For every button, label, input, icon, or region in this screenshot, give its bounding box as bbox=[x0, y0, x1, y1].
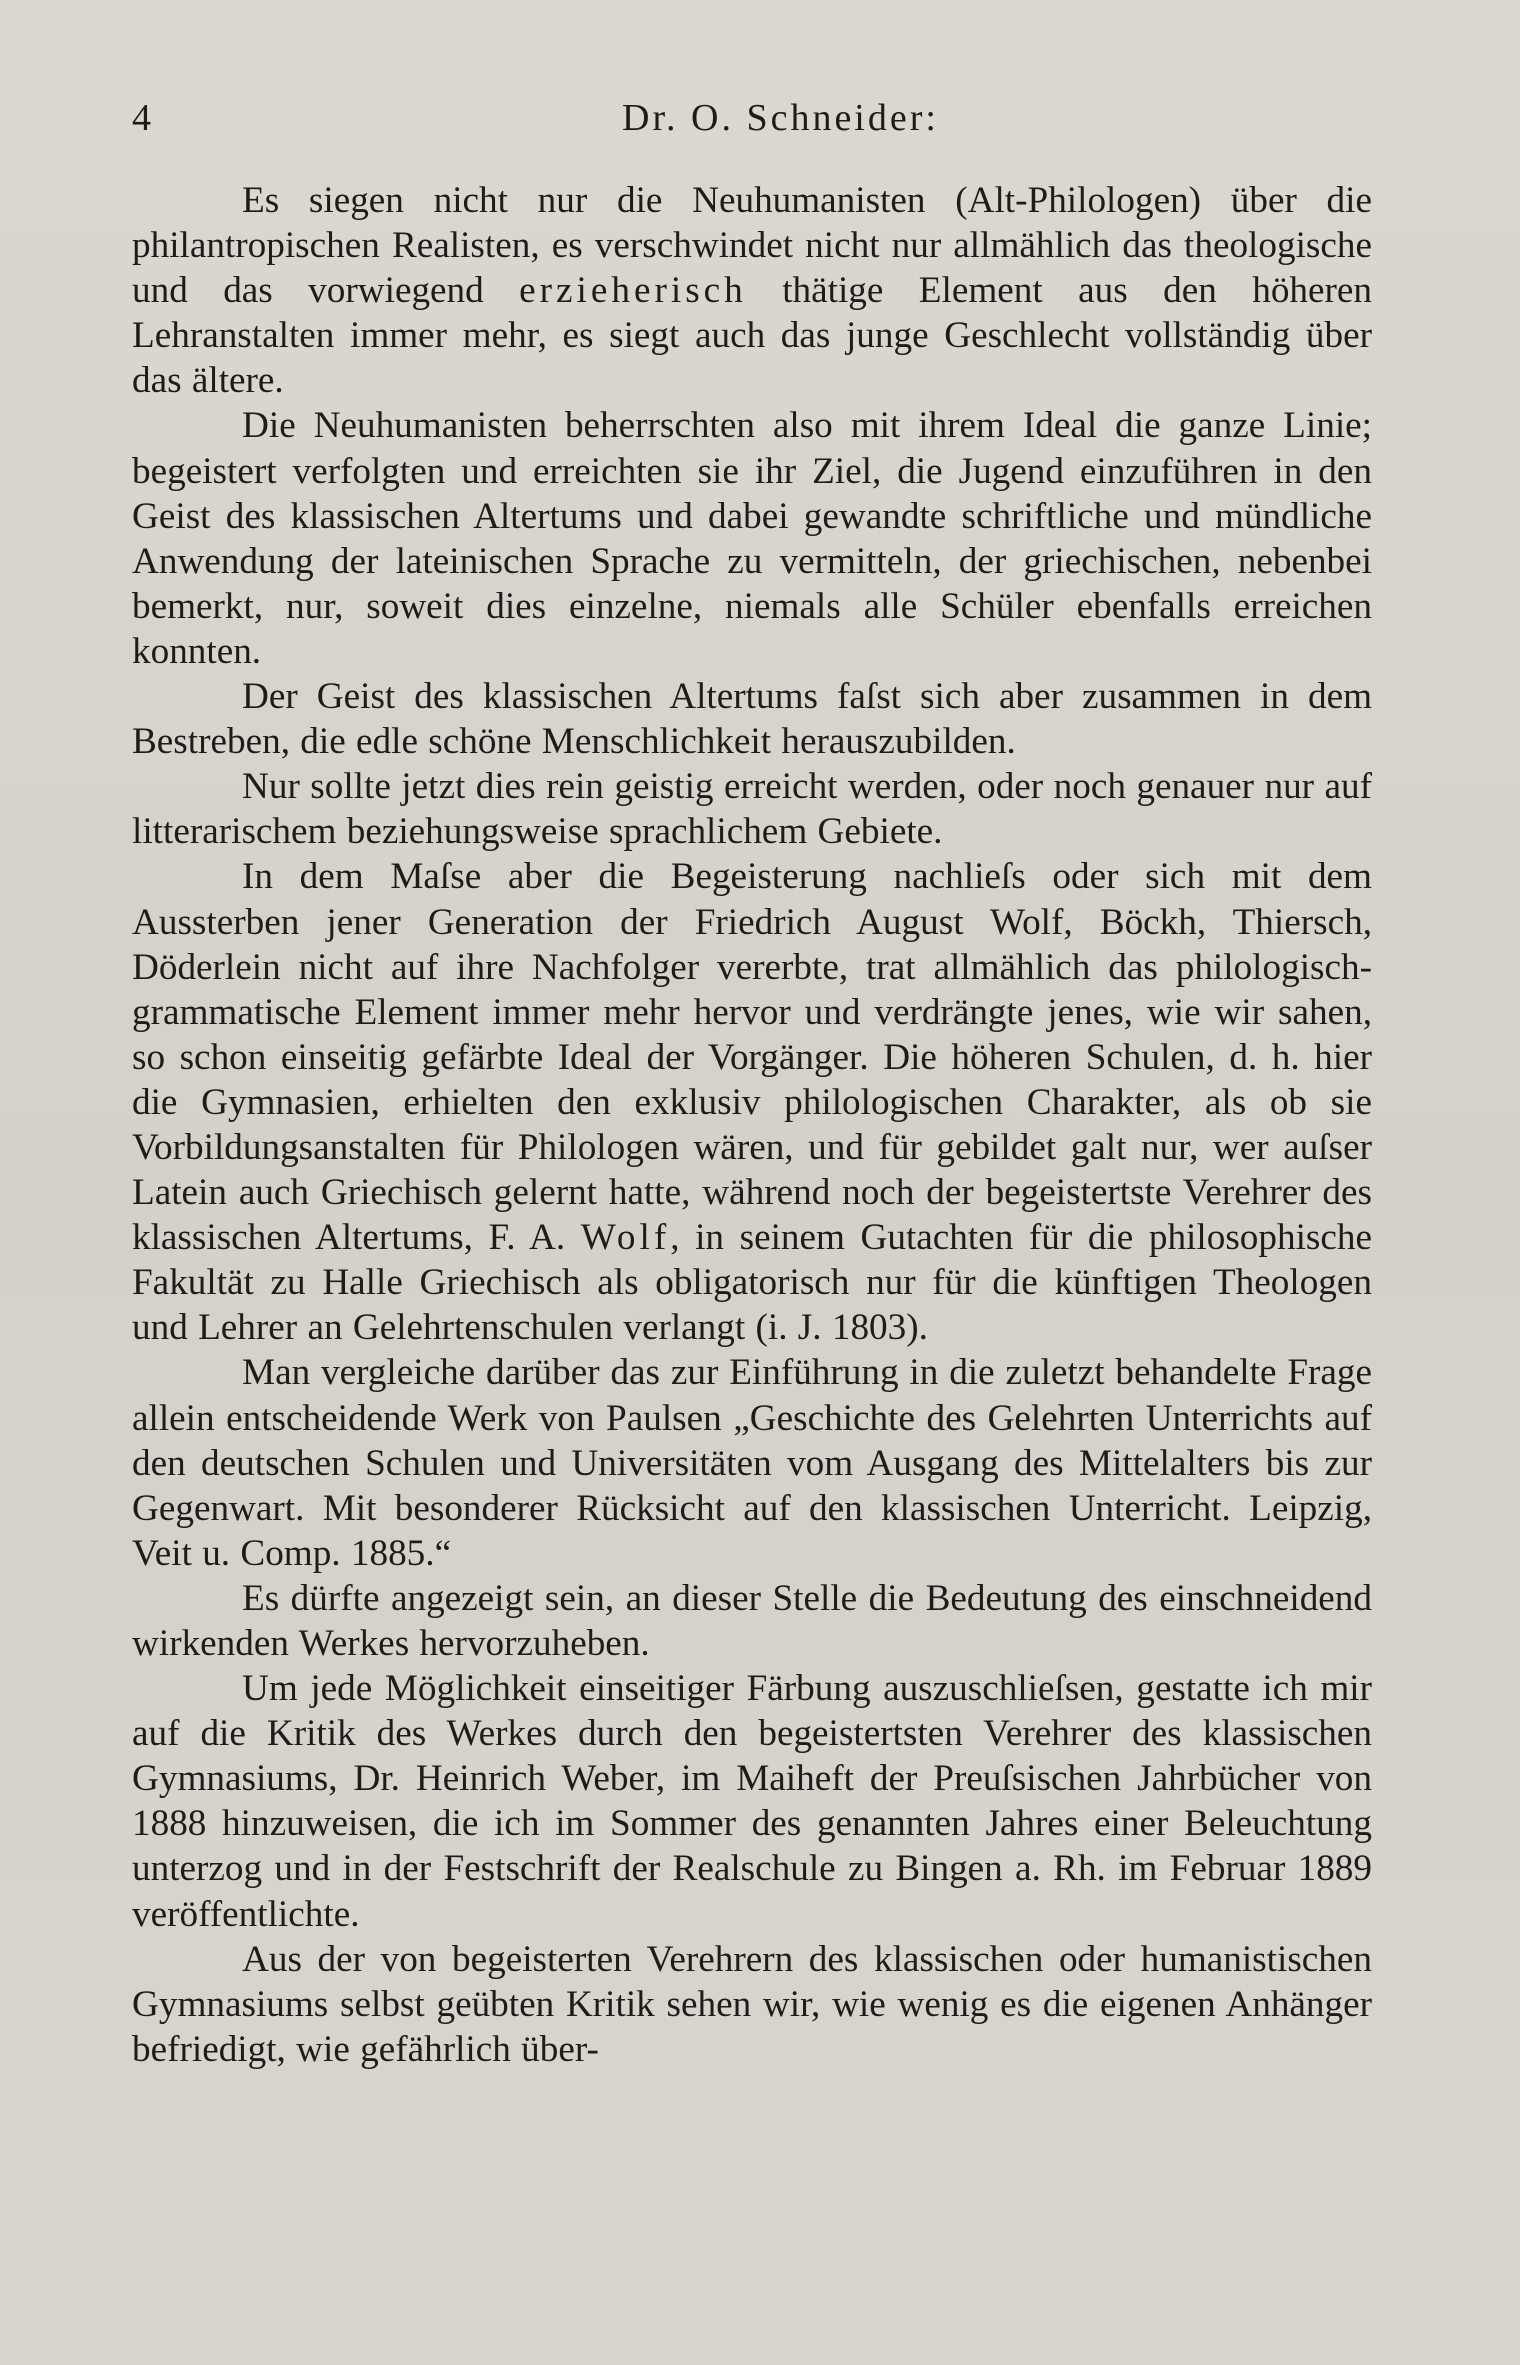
paragraph-1: Es siegen nicht nur die Neuhumanisten (Alt-Philologen) über die philantropischen Realisten, es verschwindet nicht nur allmählich das theologische und das vorwiegend erzieherisch thätige Element aus den höheren Lehranstalten immer mehr, es siegt auch das junge Geschlecht vollständig über das ältere. bbox=[132, 180, 1372, 402]
emphasis-erzieherisch: erzieherisch bbox=[519, 270, 747, 312]
body-text bbox=[132, 178, 1372, 2072]
paragraph-6: Man vergleiche darüber das zur Einführung in die zuletzt behandelte Frage allein entscheidende Werk von Paulsen „Geschichte des Gelehrten Unterrichts auf den deutschen Schulen und Universitäten vom Ausgang des Mittelalters bis zur Gegenwart. Mit besonderer Rücksicht auf den klassischen Unterricht. Leipzig, Veit u. Comp. 1885.“ bbox=[132, 1352, 1372, 1574]
paragraph-7: Es dürfte angezeigt sein, an dieser Stelle die Bedeutung des einschneidend wirkenden Werkes hervorzuheben. bbox=[132, 1577, 1372, 1664]
paragraph-8: Um jede Möglichkeit einseitiger Färbung auszuschlieſsen, gestatte ich mir auf die Kritik des Werkes durch den begeistertsten Verehrer des klassischen Gymnasiums, Dr. Heinrich Weber, im Maiheft der Preuſsischen Jahrbücher von 1888 hinzuweisen, die ich im Sommer des genannten Jahres einer Beleuchtung unterzog und in der Festschrift der Realschule zu Bingen a. Rh. im Februar 1889 veröffentlichte. bbox=[132, 1668, 1372, 1935]
page-header bbox=[132, 96, 1372, 146]
emphasis-wolf: Wolf bbox=[580, 1217, 671, 1259]
paragraph-5: In dem Maſse aber die Begeisterung nachlieſs oder sich mit dem Aussterben jener Generation der Friedrich August Wolf, Böckh, Thiersch, Döderlein nicht auf ihre Nachfolger vererbte, trat allmählich das philologisch-grammatische Element immer mehr hervor und verdrängte jenes, wie wir sahen, so schon einseitig gefärbte Ideal der Vorgänger. Die höheren Schulen, d. h. hier die Gymnasien, erhielten den exklusiv philologischen Charakter, als ob sie Vorbildungsanstalten für Philologen wären, und für gebildet galt nur, wer auſser Latein auch Griechisch gelernt hatte, während noch der begeistertste Verehrer des klassischen Altertums, F. A. Wolf, in seinem Gutachten für die philosophische Fakultät zu Halle Griechisch als obligatorisch nur für die künftigen Theologen und Lehrer an Gelehrtenschulen verlangt (i. J. 1803). bbox=[132, 856, 1372, 1349]
running-head: Dr. O. Schneider: bbox=[622, 97, 939, 139]
paragraph-4: Nur sollte jetzt dies rein geistig erreicht werden, oder noch genauer nur auf litterarischem beziehungsweise sprachlichem Gebiete. bbox=[132, 766, 1372, 853]
paragraph-3: Der Geist des klassischen Altertums faſst sich aber zusammen in dem Bestreben, die edle schöne Menschlichkeit herauszubilden. bbox=[132, 676, 1372, 763]
paragraph-9: Aus der von begeisterten Verehrern des klassischen oder humanistischen Gymnasiums selbst geübten Kritik sehen wir, wie wenig es die eigenen Anhänger befriedigt, wie gefährlich über- bbox=[132, 1938, 1372, 2070]
paragraph-2: Die Neuhumanisten beherrschten also mit ihrem Ideal die ganze Linie; begeistert verfolgten und erreichten sie ihr Ziel, die Jugend einzuführen in den Geist des klassischen Altertums und dabei gewandte schriftliche und mündliche Anwendung der lateinischen Sprache zu vermitteln, der griechischen, nebenbei bemerkt, nur, soweit dies einzelne, niemals alle Schüler ebenfalls erreichen konnten. bbox=[132, 405, 1372, 672]
page-number: 4 bbox=[132, 97, 151, 139]
